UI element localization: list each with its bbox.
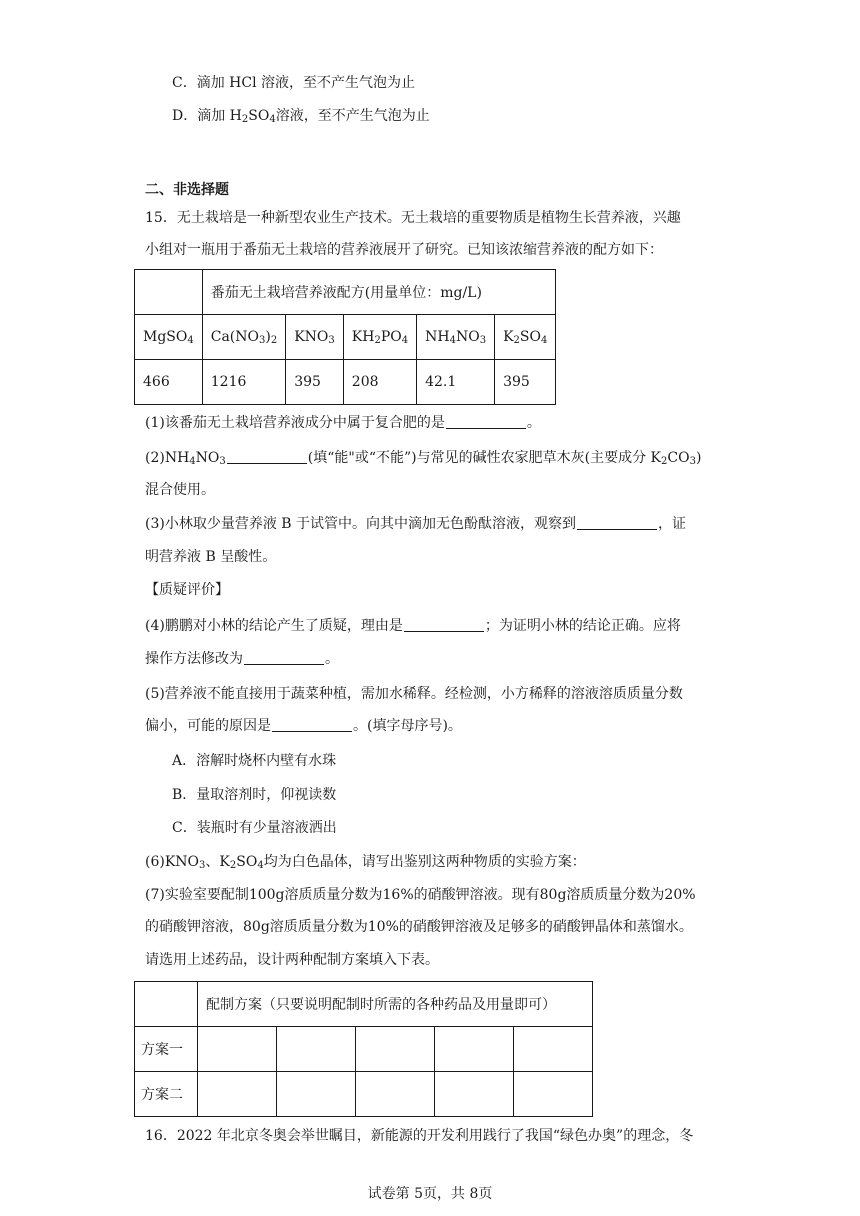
q15-intro-line2: 小组对一瓶用于番茄无土栽培的营养液展开了研究。已知该浓缩营养液的配方如下： xyxy=(145,242,663,258)
q15-part3: (3)小林取少量营养液 B 于试管中。向其中滴加无色酚酞溶液，观察到 ，证 xyxy=(145,516,687,532)
answer-cell[interactable] xyxy=(277,1027,356,1072)
part5-option-b: B．量取溶剂时，仰视读数 xyxy=(172,787,337,803)
answer-cell[interactable] xyxy=(356,1072,435,1117)
compound-cell: $K_2SO_4$ xyxy=(495,315,556,360)
value-cell: 42.1 xyxy=(417,360,495,405)
compound-cell: $Ca(NO_3)_2$ xyxy=(202,315,285,360)
row-label: 方案一 xyxy=(135,1027,198,1072)
q15-part2: $(2)NH_4NO_3$ (填“能"或“不能”)与常见的碱性农家肥草木灰(主要成分 $K_2CO_3$) xyxy=(145,450,702,467)
answer-cell[interactable] xyxy=(198,1072,277,1117)
table-row xyxy=(135,1072,593,1117)
table-header: 番茄无土栽培营养液配方(用量单位：mg/L) xyxy=(202,270,556,315)
nutrient-formula-table xyxy=(134,269,556,405)
answer-cell[interactable] xyxy=(356,1027,435,1072)
answer-cell[interactable] xyxy=(514,1072,593,1117)
answer-blank[interactable] xyxy=(404,617,484,632)
option-letter: D． xyxy=(172,108,198,124)
table-corner-cell xyxy=(135,270,203,315)
q15-part7-line1: (7)实验室要配制100g溶质质量分数为16%的硝酸钾溶液。现有80g溶质质量分数为20% xyxy=(145,887,696,903)
option-c xyxy=(172,73,415,93)
answer-cell[interactable] xyxy=(514,1027,593,1072)
q15-part4-line2: 操作方法修改为 。 xyxy=(145,651,339,667)
part5-option-a: A．溶解时烧杯内壁有水珠 xyxy=(172,753,337,769)
table-row xyxy=(135,1027,593,1072)
part5-option-c: C．装瓶时有少量溶液洒出 xyxy=(172,820,337,836)
answer-blank[interactable] xyxy=(272,717,352,732)
page-footer: 试卷第 5页，共 8页 xyxy=(367,1186,493,1202)
evaluation-heading: 【质疑评价】 xyxy=(145,582,229,598)
section-title: 二、非选择题 xyxy=(145,182,229,198)
answer-blank[interactable] xyxy=(227,449,307,464)
answer-cell[interactable] xyxy=(277,1072,356,1117)
compound-cell: MgSO$_4$ xyxy=(135,315,203,360)
q15-part2-line2: 混合使用。 xyxy=(145,482,215,498)
value-cell: 1216 xyxy=(202,360,285,405)
q15-part7-line3: 请选用上述药品，设计两种配制方案填入下表。 xyxy=(145,952,439,968)
preparation-plan-table xyxy=(134,981,593,1117)
q15-part5: (5)营养液不能直接用于蔬菜种植，需加水稀释。经检测，小方稀释的溶液溶质质量分数 xyxy=(145,686,683,702)
value-cell: 395 xyxy=(286,360,344,405)
q16-line1: 16．2022 年北京冬奥会举世瞩目，新能源的开发利用践行了我国“绿色办奥”的理念，冬 xyxy=(145,1128,694,1144)
compound-cell: $KNO_3$ xyxy=(286,315,344,360)
compound-cell: $KH_2PO_4$ xyxy=(343,315,416,360)
option-letter: C． xyxy=(172,75,197,91)
q15-part4: (4)鹏鹏对小林的结论产生了质疑，理由是 ；为证明小林的结论正确。应将 xyxy=(145,618,681,634)
answer-blank[interactable] xyxy=(244,650,324,665)
q15-part6: $(6)KNO_3$、$K_2SO_4$均为白色晶体，请写出鉴别这两种物质的实验方案： xyxy=(145,854,586,871)
table-row xyxy=(135,315,556,360)
option-d: D．滴加 $H_2SO_4$溶液，至不产生气泡为止 xyxy=(172,108,430,125)
answer-cell[interactable] xyxy=(435,1072,514,1117)
answer-blank[interactable] xyxy=(577,515,657,530)
answer-blank[interactable] xyxy=(446,414,526,429)
value-cell: 466 xyxy=(135,360,203,405)
value-cell: 395 xyxy=(495,360,556,405)
q15-part1: (1)该番茄无土栽培营养液成分中属于复合肥的是 。 xyxy=(145,415,541,431)
answer-cell[interactable] xyxy=(198,1027,277,1072)
table-row xyxy=(135,360,556,405)
table-corner-cell xyxy=(135,982,198,1027)
table-header: 配制方案（只要说明配制时所需的各种药品及用量即可） xyxy=(198,982,593,1027)
compound-cell: $NH_4NO_3$ xyxy=(417,315,495,360)
answer-cell[interactable] xyxy=(435,1027,514,1072)
row-label: 方案二 xyxy=(135,1072,198,1117)
q15-part5-line2: 偏小，可能的原因是 。(填字母序号)。 xyxy=(145,718,462,734)
q15-part7-line2: 的硝酸钾溶液，80g溶质质量分数为10%的硝酸钾溶液及足够多的硝酸钾晶体和蒸馏水。 xyxy=(145,919,693,935)
option-text: 滴加 HCl 溶液，至不产生气泡为止 xyxy=(196,75,416,91)
value-cell: 208 xyxy=(343,360,416,405)
q15-part3-line2: 明营养液 B 呈酸性。 xyxy=(145,549,277,565)
q15-intro-line1: 15．无土栽培是一种新型农业生产技术。无土栽培的重要物质是植物生长营养液，兴趣 xyxy=(145,210,681,226)
